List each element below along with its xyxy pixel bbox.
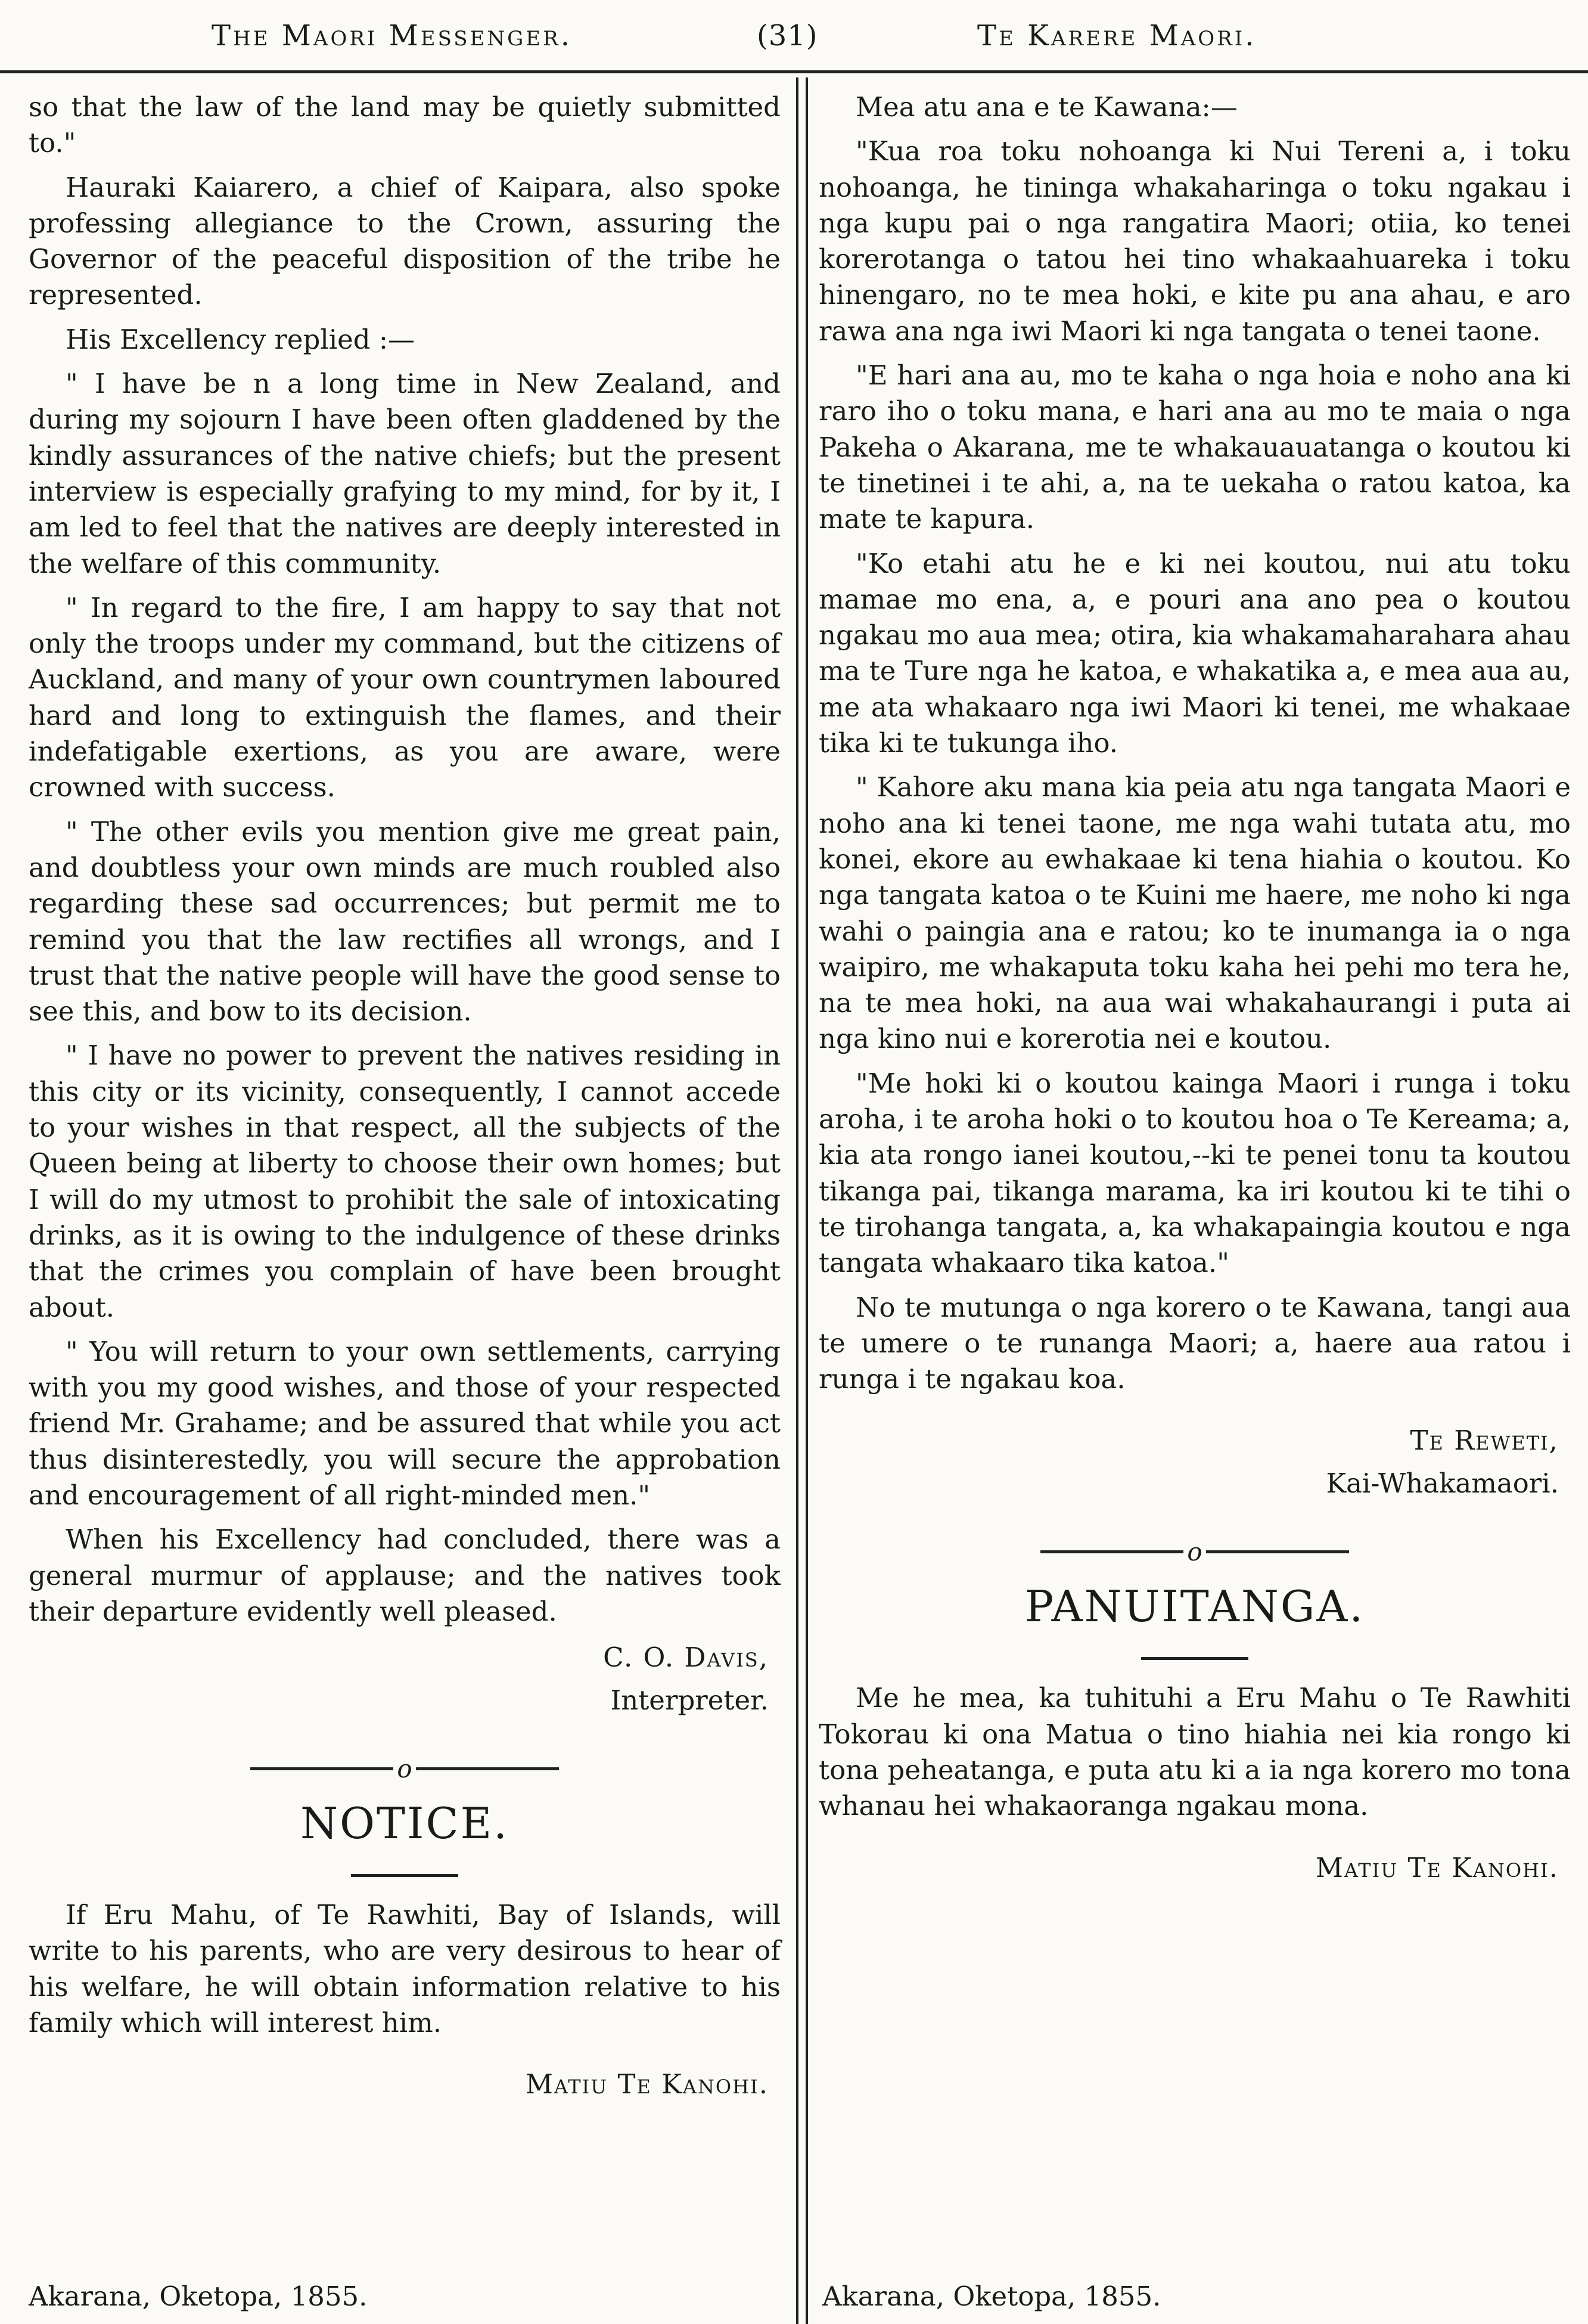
translator-signature: Te Reweti, (1410, 1425, 1559, 1457)
page-header (0, 0, 1588, 73)
paragraph: When his Excellency had concluded, there was a general murmur of applause; and the natives took their departure evidently well pleased. (29, 1524, 781, 1627)
notice-heading: NOTICE. (300, 1798, 509, 1849)
paragraph: so that the law of the land may be quietly submitted to." (29, 91, 781, 159)
ornament-mark: o (1187, 1537, 1202, 1566)
paragraph: " I have no power to prevent the natives residing in this city or its vicinity, consequently, I cannot accede to your wishes in that respect, all the subjects of the Queen being at liberty to choose their own homes; but I will do my utmost to prohibit the sale of intoxicating drinks, as it is owing to the indulgence of these drinks that the crimes you complain of have been brought about. (29, 1040, 781, 1323)
column-divider-right (806, 77, 808, 2324)
paragraph: " In regard to the fire, I am happy to say that not only the troops under my command, but the citizens of Auckland, and many of your own countrymen laboured hard and long to extinguish the flames, and their indefatigable exertions, as you are aware, were crowned with success. (29, 591, 781, 803)
paragraph: No te mutunga o nga korero o te Kawana, tangi aua te umere o te runanga Maori; a, haere aua ratou i runga i te ngakau koa. (819, 1291, 1571, 1395)
paragraph: Mea atu ana e te Kawana:— (856, 91, 1238, 123)
notice-text: Me he mea, ka tuhituhi a Eru Mahu o Te Rawhiti Tokorau ki ona Matua o tino hiahia nei kia rongo ki tona peheatanga, e puta atu ki a ia nga korero mo tona whanau hei whakaoranga ngakau mona. (819, 1682, 1571, 1822)
place-date: Akarana, Oketopa, 1855. (822, 2280, 1161, 2312)
section-ornament (29, 1749, 781, 1783)
notice-signature: Matiu Te Kanohi. (525, 2068, 769, 2100)
paragraph: " The other evils you mention give me great pain, and doubtless your own minds are much roubled also regarding these sad occurrences; but permit me to remind you that the law rectifies all wrongs, and I trust that the native people will have the good sense to see this, and bow to its decision. (29, 815, 781, 1028)
english-column (29, 89, 781, 2104)
paragraph: "Ko etahi atu he e ki nei koutou, nui atu toku mamae mo ena, a, e pouri ana ano pea o koutou ngakau mo aua mea; otira, kia whakamaharahara ahau ma te Ture nga he katoa, e whakatika a, e mea aua au, me ata whakaaro nga iwi Maori ki tenei, me whakaae tika ki te tukunga iho. (819, 547, 1571, 759)
notice-heading: PANUITANGA. (1024, 1581, 1365, 1632)
heading-rule (351, 1874, 458, 1877)
english-masthead: The Maori Messenger. (212, 19, 572, 52)
column-divider-left (796, 77, 798, 2324)
paragraph: "E hari ana au, mo te kaha o nga hoia e noho ana ki raro iho o toku mana, e hari ana au mo te maia o nga Pakeha o Akarana, me te whakauauatanga o koutou ki te tinetinei i te ahi, a, na te uekaha o ratou katoa, ka mate te kapura. (819, 359, 1571, 535)
notice-signature: Matiu Te Kanohi. (1315, 1851, 1559, 1884)
paragraph: " I have be n a long time in New Zealand, and during my sojourn I have been often gladdened by the kindly assurances of the native chiefs; but the present interview is especially grafying to my mind, for by it, I am led to feel that the natives are deeply interested in the welfare of this community. (29, 368, 781, 579)
paragraph: " Kahore aku mana kia peia atu nga tangata Maori e noho ana ki tenei taone, me nga wahi tutata atu, mo konei, ekore au ewhakaae ki tena hiahia o koutou. Ko nga tangata katoa o te Kuini me haere, me noho ki nga wahi o paingia ana e ratou; ko te inumanga ia o nga waipiro, me whakaputa toku kaha hei pehi mo tera he, na te mea hoki, na aua wai whakahaurangi i puta ai nga kino nui e korerotia nei e koutou. (819, 771, 1571, 1055)
paragraph: "Me hoki ki o koutou kainga Maori i runga i toku aroha, i te aroha hoki o to koutou hoa o Te Kereama; a, kia ata rongo ianei koutou,--ki te penei tonu ta koutou tikanga pai, tikanga marama, ka iri koutou ki te tihi o te tirohanga tangata, a, ka whakapaingia koutou e nga tangata whakaaro tika katoa." (819, 1067, 1571, 1279)
page-number: (31) (757, 19, 818, 52)
translator-role: Kai-Whakamaori. (1326, 1467, 1559, 1500)
place-date: Akarana, Oketopa, 1855. (29, 2280, 368, 2312)
section-ornament (819, 1532, 1571, 1566)
maori-column (819, 89, 1571, 1888)
heading-rule (1141, 1657, 1248, 1660)
paragraph: "Kua roa toku nohoanga ki Nui Tereni a, i toku nohoanga, he tininga whakaharinga o toku ngakau i nga kupu pai o nga rangatira Maori; otiia, ko tenei korerotanga o tatou hei tino whakaahuareka i toku hinengaro, no te mea hoki, e kite pu ana ahau, e aro rawa ana nga iwi Maori ki nga tangata o tenei taone. (819, 135, 1571, 347)
paragraph: Hauraki Kaiarero, a chief of Kaipara, also spoke professing allegiance to the Crown, assuring the Governor of the peaceful disposition of the tribe he represented. (29, 171, 781, 311)
interpreter-signature: C. O. Davis, (603, 1642, 769, 1674)
notice-text: If Eru Mahu, of Te Rawhiti, Bay of Islands, will write to his parents, who are very desirous to hear of his welfare, he will obtain information relative to his family which will interest him. (29, 1899, 781, 2039)
interpreter-role: Interpreter. (610, 1684, 769, 1717)
maori-masthead: Te Karere Maori. (977, 19, 1257, 52)
ornament-mark: o (397, 1754, 412, 1783)
paragraph: His Excellency replied :— (66, 323, 415, 355)
paragraph: " You will return to your own settlements, carrying with you my good wishes, and those of your respected friend Mr. Grahame; and be assured that while you act thus disinterestedly, you will secure the approbation and encouragement of all right-minded men." (29, 1335, 781, 1511)
